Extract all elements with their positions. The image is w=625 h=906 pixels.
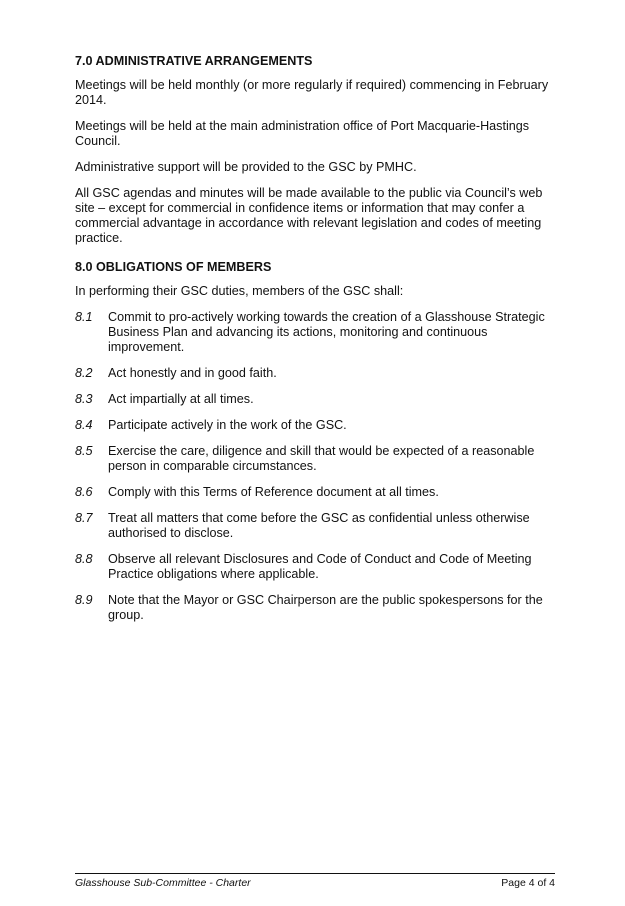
- page-content: [75, 54, 555, 634]
- item-text: Observe all relevant Disclosures and Code of Conduct and Code of Meeting Practice obligations where applicable.: [108, 552, 532, 581]
- section-heading: 7.0 ADMINISTRATIVE ARRANGEMENTS: [75, 54, 313, 68]
- section-intro: In performing their GSC duties, members of the GSC shall:: [75, 284, 404, 298]
- item-text: Exercise the care, diligence and skill that would be expected of a reasonable person in comparable circumstances.: [108, 444, 535, 473]
- item-number: 8.1: [75, 310, 93, 324]
- item-text: Act honestly and in good faith.: [108, 366, 277, 380]
- list-item: [75, 485, 555, 500]
- paragraph: Meetings will be held at the main administration office of Port Macquarie-Hastings Council.: [75, 119, 530, 148]
- item-text: Participate actively in the work of the GSC.: [108, 418, 347, 432]
- item-number: 8.8: [75, 552, 93, 566]
- item-number: 8.4: [75, 418, 93, 432]
- item-text: Commit to pro-actively working towards the creation of a Glasshouse Strategic Business Plan and advancing its actions, monitoring and continuous improvement.: [108, 310, 545, 354]
- paragraph: Administrative support will be provided to the GSC by PMHC.: [75, 160, 417, 174]
- section-obligations-of-members: [75, 260, 555, 623]
- item-number: 8.9: [75, 593, 93, 607]
- obligations-list: [75, 310, 555, 623]
- footer-page-number: Page 4 of 4: [501, 877, 555, 889]
- item-number: 8.2: [75, 366, 93, 380]
- item-text: Note that the Mayor or GSC Chairperson are the public spokespersons for the group.: [108, 593, 543, 622]
- item-number: 8.5: [75, 444, 93, 458]
- footer-document-title: Glasshouse Sub-Committee - Charter: [75, 877, 251, 889]
- list-item: [75, 511, 555, 541]
- paragraph: Meetings will be held monthly (or more regularly if required) commencing in February 2014.: [75, 78, 549, 107]
- list-item: [75, 593, 555, 623]
- list-item: [75, 444, 555, 474]
- item-number: 8.3: [75, 392, 93, 406]
- page-footer: [75, 873, 555, 889]
- list-item: [75, 552, 555, 582]
- item-text: Comply with this Terms of Reference document at all times.: [108, 485, 439, 499]
- item-number: 8.7: [75, 511, 93, 525]
- item-number: 8.6: [75, 485, 93, 499]
- list-item: [75, 366, 555, 381]
- list-item: [75, 392, 555, 407]
- item-text: Act impartially at all times.: [108, 392, 254, 406]
- list-item: [75, 310, 555, 355]
- section-administrative-arrangements: [75, 54, 555, 246]
- paragraph: All GSC agendas and minutes will be made available to the public via Council’s web site – except for commercial in confidence items or information that may confer a commercial advantage in accordance with relevant legislation and codes of meeting practice.: [75, 186, 543, 245]
- list-item: [75, 418, 555, 433]
- item-text: Treat all matters that come before the GSC as confidential unless otherwise authorised to disclose.: [108, 511, 530, 540]
- section-heading: 8.0 OBLIGATIONS OF MEMBERS: [75, 260, 272, 274]
